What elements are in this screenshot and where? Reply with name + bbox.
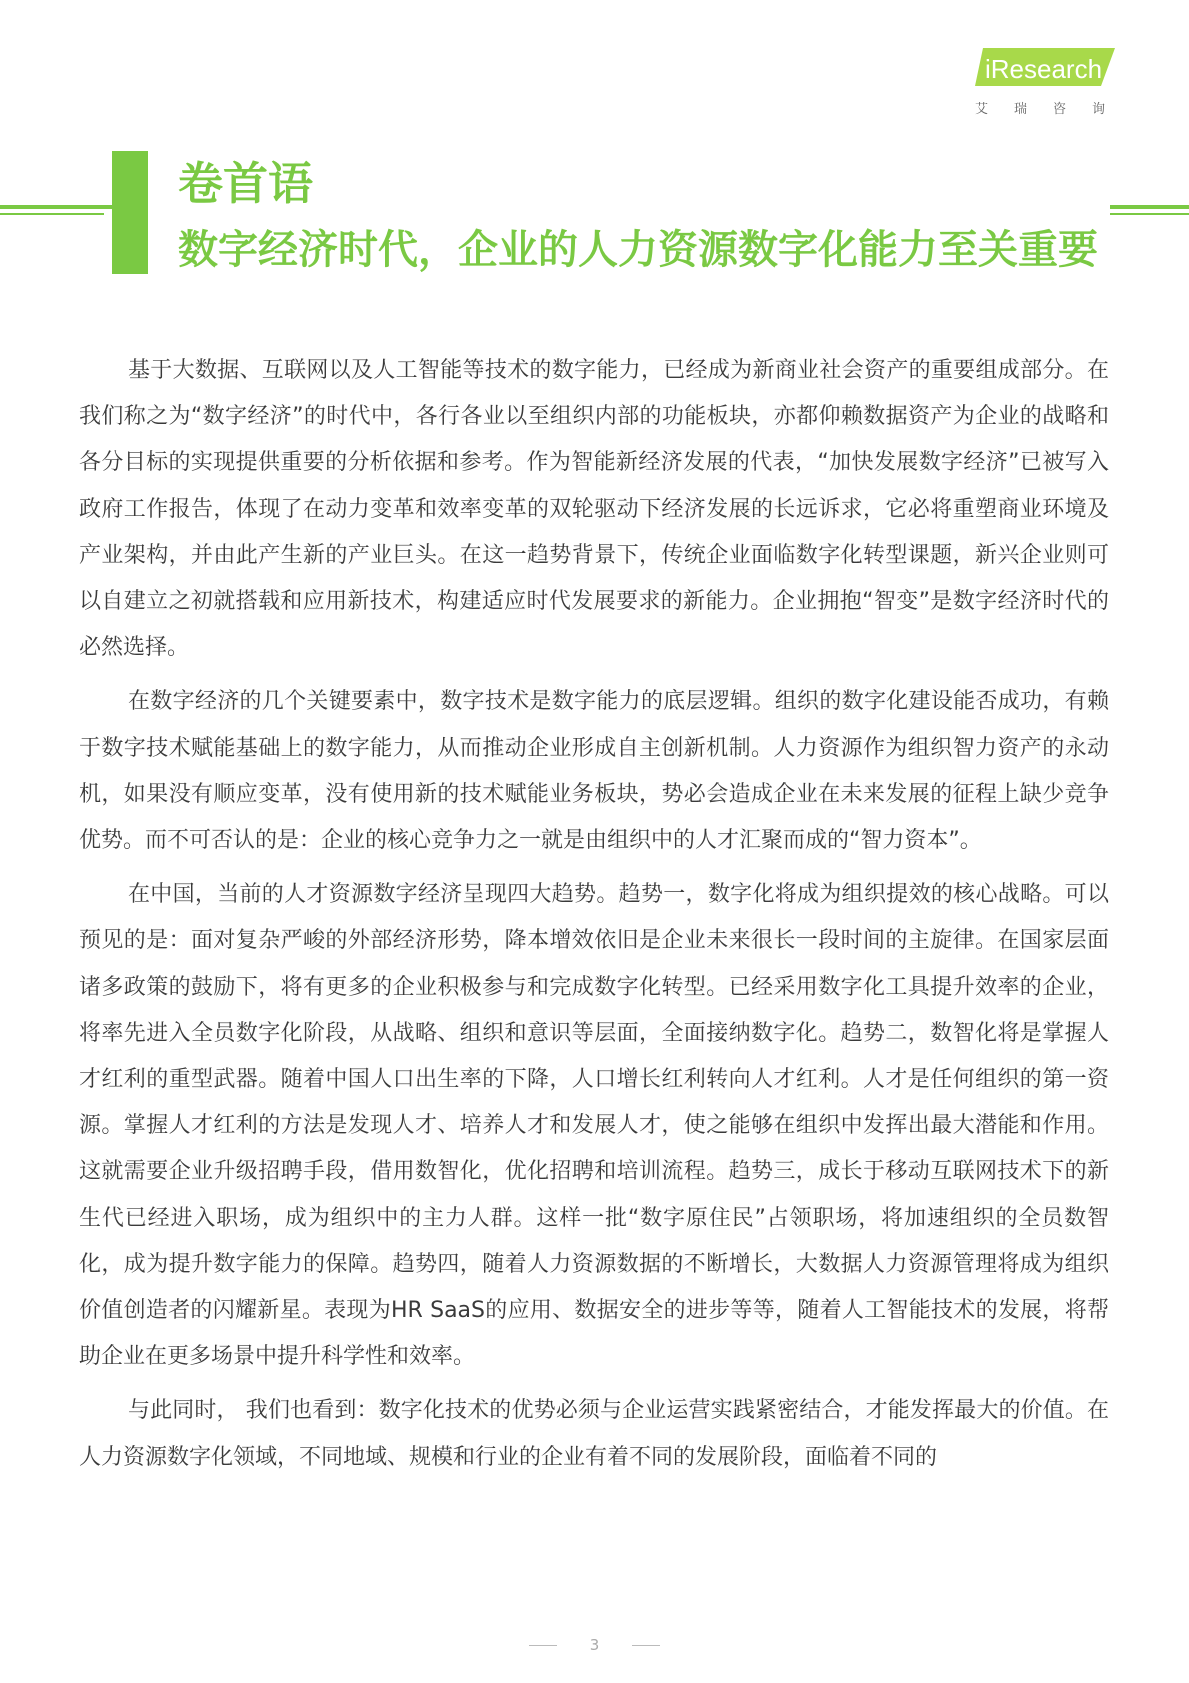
logo-badge: [975, 48, 1115, 93]
footer-dash-right: [632, 1645, 660, 1646]
paragraph-3: 在中国，当前的人才资源数字经济呈现四大趋势。趋势一，数字化将成为组织提效的核心战略。可以预见的是：面对复杂严峻的外部经济形势，降本增效依旧是企业未来很长一段时间的主旋律。在国家层面诸多政策的鼓励下，将有更多的企业积极参与和完成数字化转型。已经采用数字化工具提升效率的企业，将率先进入全员数字化阶段，从战略、组织和意识等层面，全面接纳数字化。趋势二，数智化将是掌握人才红利的重型武器。随着中国人口出生率的下降，人口增长红利转向人才红利。人才是任何组织的第一资源。掌握人才红利的方法是发现人才、培养人才和发展人才，使之能够在组织中发挥出最大潜能和作用。这就需要企业升级招聘手段，借用数智化，优化招聘和培训流程。趋势三，成长于移动互联网技术下的新生代已经进入职场，成为组织中的主力人群。这样一批“数字原住民”占领职场，将加速组织的全员数智化，成为提升数字能力的保障。趋势四，随着人力资源数据的不断增长，大数据人力资源管理将成为组织价值创造者的闪耀新星。表现为HR SaaS的应用、数据安全的进步等等，随着人工智能技术的发展，将帮助企业在更多场景中提升科学性和效率。: [79, 882, 1109, 1370]
left-rule-thin: [0, 213, 104, 215]
section-subtitle: 数字经济时代，企业的人力资源数字化能力至关重要: [178, 227, 1098, 273]
right-rule-thin: [1110, 213, 1189, 215]
page-footer: [0, 1636, 1189, 1660]
section-title: 卷首语: [178, 157, 314, 210]
title-accent-bar: [112, 151, 148, 274]
paragraph-1: 基于大数据、互联网以及人工智能等技术的数字能力，已经成为新商业社会资产的重要组成部分。在我们称之为“数字经济”的时代中，各行各业以至组织内部的功能板块，亦都仰赖数据资产为企业的战略和各分目标的实现提供重要的分析依据和参考。作为智能新经济发展的代表，“加快发展数字经济”已被写入政府工作报告，体现了在动力变革和效率变革的双轮驱动下经济发展的长远诉求，它必将重塑商业环境及产业架构，并由此产生新的产业巨头。在这一趋势背景下，传统企业面临数字化转型课题，新兴企业则可以自建立之初就搭载和应用新技术，构建适应时代发展要求的新能力。企业拥抱“智变”是数字经济时代的必然选择。: [79, 358, 1109, 661]
right-rule-thick: [1110, 205, 1189, 209]
paragraph-4: 与此同时， 我们也看到：数字化技术的优势必须与企业运营实践紧密结合，才能发挥最大的价值。在人力资源数字化领域，不同地域、规模和行业的企业有着不同的发展阶段，面临着不同的: [79, 1398, 1109, 1470]
paragraph-2: 在数字经济的几个关键要素中，数字技术是数字能力的底层逻辑。组织的数字化建设能否成功，有赖于数字技术赋能基础上的数字能力，从而推动企业形成自主创新机制。人力资源作为组织智力资产的永动机，如果没有顺应变革，没有使用新的技术赋能业务板块，势必会造成企业在未来发展的征程上缺少竞争优势。而不可否认的是：企业的核心竞争力之一就是由组织中的人才汇聚而成的“智力资本”。: [79, 689, 1109, 854]
logo-text: iResearch: [985, 54, 1103, 84]
logo-subtitle: 艾瑞咨询: [975, 102, 1132, 117]
left-rule-thick: [0, 205, 112, 209]
footer-dash-left: [529, 1645, 557, 1646]
page-number: 3: [589, 1636, 600, 1654]
body-content: [79, 348, 1109, 1489]
iresearch-logo: [975, 48, 1132, 118]
